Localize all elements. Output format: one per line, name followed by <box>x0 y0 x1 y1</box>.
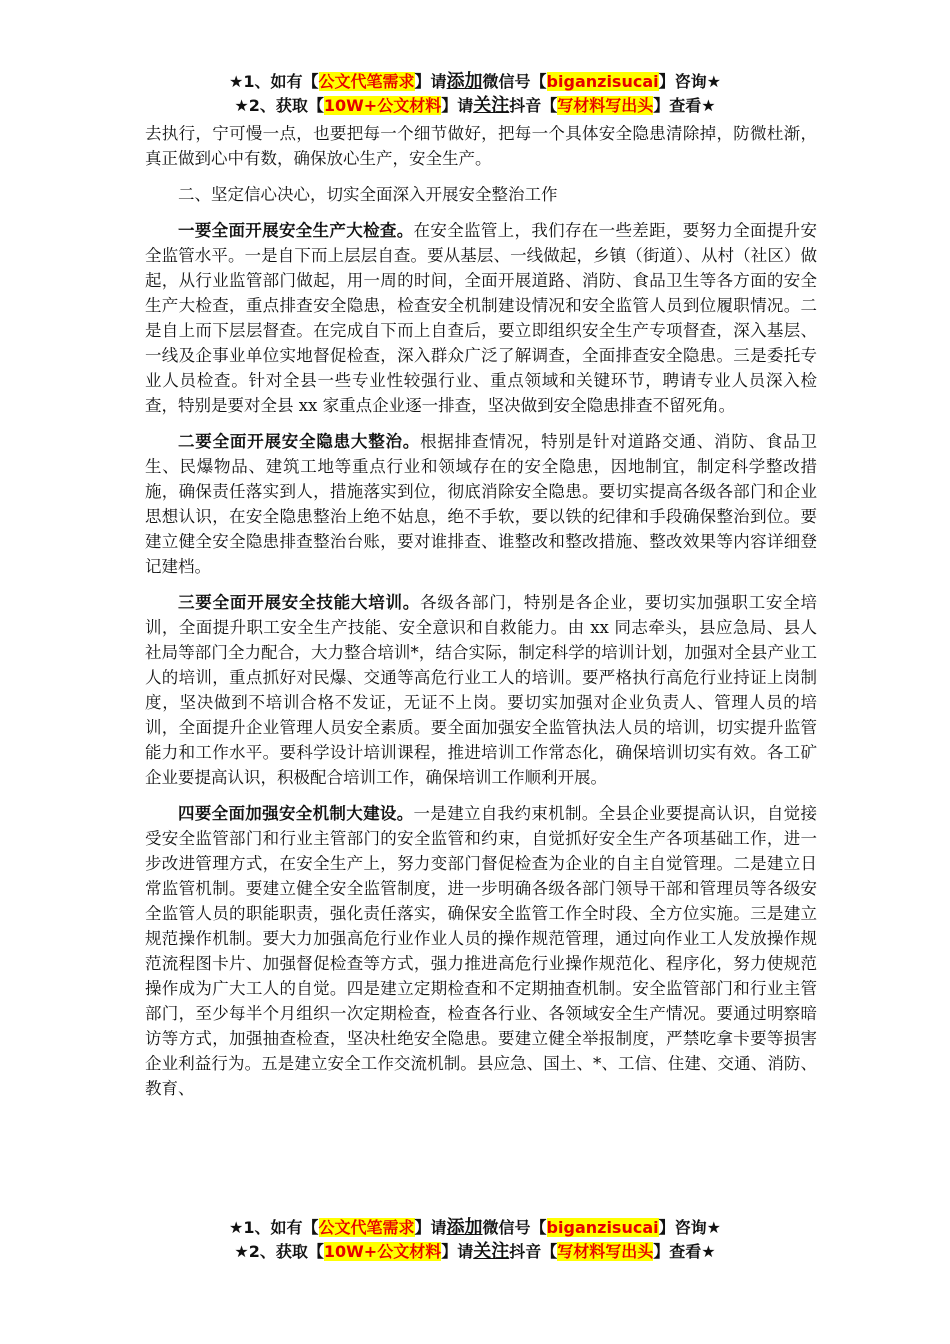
paragraph-inspection: 一要全面开展安全生产大检查。在安全监管上，我们存在一些差距，要努力全面提升安全监管水平。一是自下而上层层自查。要从基层、一线做起，乡镇（街道）、从村（社区）做起，从行业监管部门做起，用一周的时间，全面开展道路、消防、食品卫生等各方面的安全生产大检查，重点排查安全隐患，检查安全机制建设情况和安全监管人员到位履职情况。二是自上而下层层督查。在完成自下而上自查后，要立即组织安全生产专项督查，深入基层、一线及企事业单位实地督促检查，深入群众广泛了解调查，全面排查安全隐患。三是委托专业人员检查。针对全县一些专业性较强行业、重点领域和关键环节，聘请专业人员深入检查，特别是要对全县 xx 家重点企业逐一排查，坚决做到安全隐患排查不留死角。 <box>145 221 818 415</box>
highlight-service: 公文代笔需求 <box>318 72 415 91</box>
paragraph-lead: 一要全面开展安全生产大检查。 <box>178 221 414 240</box>
highlight-douyin-account: 写材料写出头 <box>557 1242 654 1261</box>
highlight-douyin-account: 写材料写出头 <box>557 96 654 115</box>
highlight-wechat-id: biganzisucai <box>546 1218 659 1237</box>
highlight-materials: 10W+公文材料 <box>323 96 442 115</box>
document-body <box>145 121 817 1112</box>
promo-line-1: ★1、如有【公文代笔需求】请添加微信号【biganzisucai】咨询★ <box>229 1217 721 1238</box>
paragraph-continued: 去执行，宁可慢一点，也要把每一个细节做好，把每一个具体安全隐患清除掉，防微杜渐，真正做到心中有数，确保放心生产，安全生产。 <box>145 124 817 168</box>
section-heading: 二、坚定信心决心，切实全面深入开展安全整治工作 <box>178 185 558 204</box>
paragraph-rectification: 二要全面开展安全隐患大整治。根据排查情况，特别是针对道路交通、消防、食品卫生、民爆物品、建筑工地等重点行业和领域存在的安全隐患，因地制宜，制定科学整改措施，确保责任落实到人，措施落实到位，彻底消除安全隐患。要切实提高各级各部门和企业思想认识，在安全隐患整治上绝不姑息，绝不手软，要以铁的纪律和手段确保整治到位。要建立健全安全隐患排查整治台账，要对谁排查、谁整改和整改措施、整改效果等内容详细登记建档。 <box>145 432 818 576</box>
promo-line-2: ★2、获取【10W+公文材料】请关注抖音【写材料写出头】查看★ <box>234 1241 716 1262</box>
paragraph-lead: 三要全面开展安全技能大培训。 <box>178 593 421 612</box>
highlight-wechat-id: biganzisucai <box>546 72 659 91</box>
promo-line-2: ★2、获取【10W+公文材料】请关注抖音【写材料写出头】查看★ <box>234 95 716 116</box>
top-promo-banner <box>0 70 950 118</box>
paragraph-lead: 二要全面开展安全隐患大整治。 <box>178 432 421 451</box>
bottom-promo-banner <box>0 1216 950 1264</box>
promo-line-1: ★1、如有【公文代笔需求】请添加微信号【biganzisucai】咨询★ <box>229 71 721 92</box>
paragraph-training: 三要全面开展安全技能大培训。各级各部门，特别是各企业，要切实加强职工安全培训，全面提升职工安全生产技能、安全意识和自救能力。由 xx 同志牵头，县应急局、县人社局等部门全力配合，大力整合培训*，结合实际，制定科学的培训计划，加强对全县产业工人的培训，重点抓好对民爆、交通等高危行业工人的培训。要严格执行高危行业持证上岗制度，坚决做到不培训合格不发证，无证不上岗。要切实加强对企业负责人、管理人员的培训，全面提升企业管理人员安全素质。要全面加强安全监管执法人员的培训，切实提升监管能力和工作水平。要科学设计培训课程，推进培训工作常态化，确保培训切实有效。各工矿企业要提高认识，积极配合培训工作，确保培训工作顺利开展。 <box>145 593 818 787</box>
highlight-materials: 10W+公文材料 <box>323 1242 442 1261</box>
highlight-service: 公文代笔需求 <box>318 1218 415 1237</box>
paragraph-mechanism: 四要全面加强安全机制大建设。一是建立自我约束机制。全县企业要提高认识，自觉接受安全监管部门和行业主管部门的安全监管和约束，自觉抓好安全生产各项基础工作，进一步改进管理方式，在安全生产上，努力变部门督促检查为企业的自主自觉管理。二是建立日常监管机制。要建立健全安全监管制度，进一步明确各级各部门领导干部和管理员等各级安全监管人员的职能职责，强化责任落实，确保安全监管工作全时段、全方位实施。三是建立规范操作机制。要大力加强高危行业作业人员的操作规范管理，通过向作业工人发放操作规范流程图卡片、加强督促检查等方式，强力推进高危行业操作规范化、程序化，努力使规范操作成为广大工人的自觉。四是建立定期检查和不定期抽查机制。安全监管部门和行业主管部门，至少每半个月组织一次定期检查，检查各行业、各领域安全生产情况。要通过明察暗访等方式，加强抽查检查，坚决杜绝安全隐患。要建立健全举报制度，严禁吃拿卡要等损害企业利益行为。五是建立安全工作交流机制。县应急、国土、*、工信、住建、交通、消防、教育、 <box>145 804 818 1098</box>
paragraph-lead: 四要全面加强安全机制大建设。 <box>178 804 414 823</box>
